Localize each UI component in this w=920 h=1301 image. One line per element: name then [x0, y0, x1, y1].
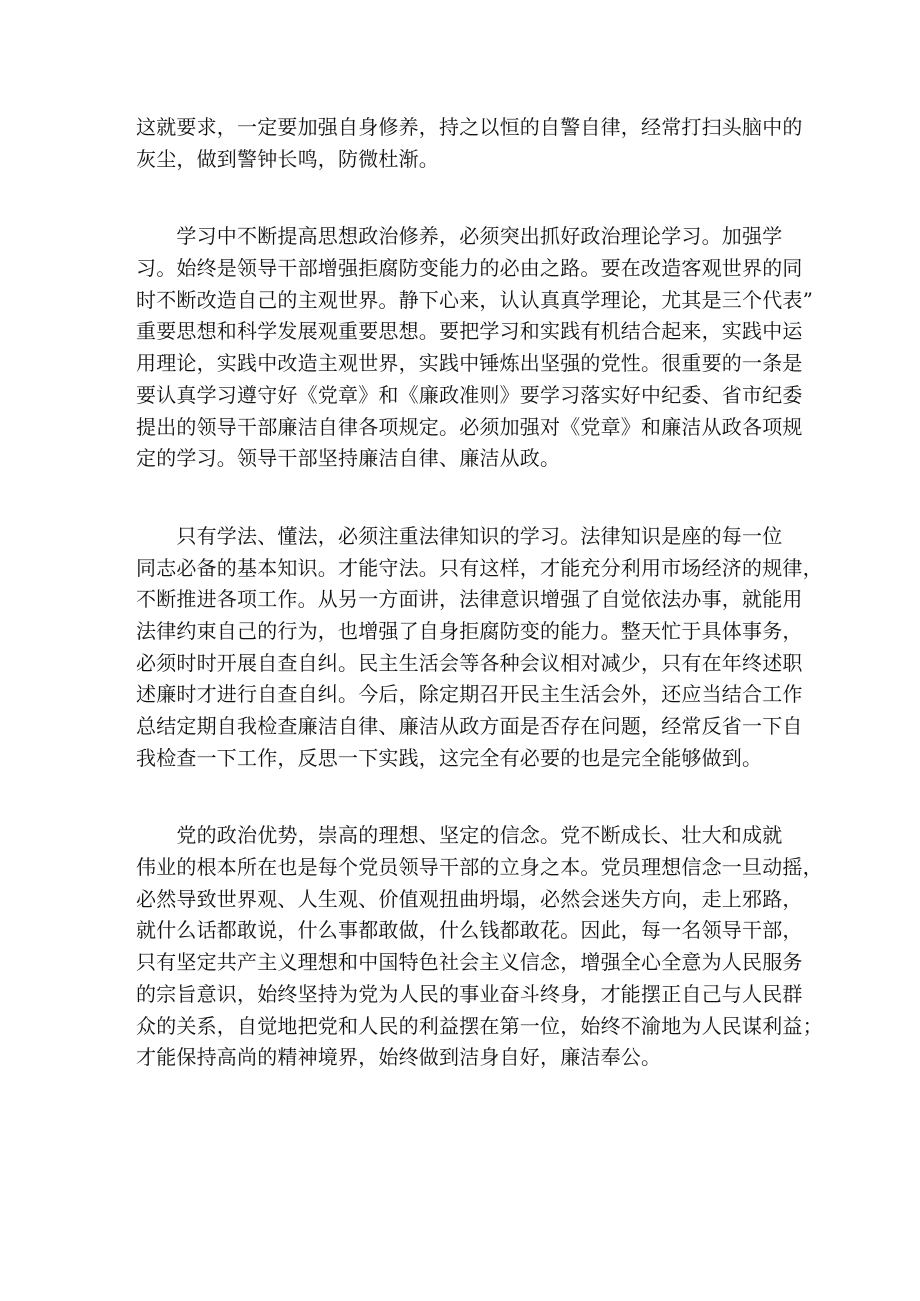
text-line: 我检查一下工作，反思一下实践，这完全有必要的也是完全能够做到。 [136, 745, 763, 770]
text-line: 述廉时才进行自查自纠。今后，除定期召开民主生活会外，还应当结合工作 [136, 682, 803, 707]
text-line: 的宗旨意识，始终坚持为党为人民的事业奋斗终身，才能摆正自己与人民群 [136, 981, 803, 1006]
text-line: 这就要求，一定要加强自身修养，持之以恒的自警自律，经常打扫头脑中的 [136, 115, 803, 139]
text-line: 不断推进各项工作。从另一方面讲，法律意识增强了自觉依法办事，就能用 [136, 587, 803, 612]
text-line: 才能保持高尚的精神境界，始终做到洁身自好，廉洁奉公。 [136, 1045, 662, 1070]
text-line: 定的学习。领导干部坚持廉洁自律、廉洁从政。 [136, 446, 561, 471]
text-line: 提出的领导干部廉洁自律各项规定。必须加强对《党章》和廉洁从政各项规 [136, 414, 803, 439]
text-line: 必然导致世界观、人生观、价值观扭曲坍塌，必然会迷失方向，走上邪路， [136, 886, 803, 911]
paragraph-spacer [136, 774, 796, 820]
text-line: 党的政治优势，崇高的理想、坚定的信念。党不断成长、壮大和成就 [136, 823, 783, 848]
text-line: 只有学法、懂法，必须注重法律知识的学习。法律知识是座的每一位 [136, 523, 783, 548]
paragraph-1 [136, 112, 803, 175]
text-line: 伟业的根本所在也是每个党员领导干部的立身之本。党员理想信念一旦动摇， [136, 855, 823, 880]
text-line: 法律约束自己的行为，也增强了自身拒腐防变的能力。整天忙于具体事务， [136, 618, 803, 643]
text-line: 用理论，实践中改造主观世界，实践中锤炼出坚强的党性。很重要的一条是 [136, 351, 803, 376]
text-line: 重要思想和科学发展观重要思想。要把学习和实践有机结合起来，实践中运 [136, 319, 803, 344]
paragraph-4 [136, 820, 823, 1074]
text-line: 习。始终是领导干部增强拒腐防变能力的必由之路。要在改造客观世界的同 [136, 256, 803, 281]
text-line: 时不断改造自己的主观世界。静下心来，认认真真学理论，尤其是三个代表” [136, 287, 814, 312]
text-line: 灰尘，做到警钟长鸣，防微杜渐。 [136, 146, 439, 171]
paragraph-3 [136, 521, 823, 775]
text-line: 众的关系，自觉地把党和人民的利益摆在第一位，始终不渝地为人民谋利益； [136, 1013, 823, 1038]
paragraph-2 [136, 221, 814, 475]
text-line: 总结定期自我检查廉洁自律、廉洁从政方面是否存在问题，经常反省一下自 [136, 714, 803, 738]
document-body [136, 112, 823, 1074]
paragraph-spacer [136, 475, 796, 521]
text-line: 同志必备的基本知识。才能守法。只有这样，才能充分利用市场经济的规律， [136, 555, 823, 580]
paragraph-spacer [136, 175, 796, 221]
text-line: 就什么话都敢说，什么事都敢做，什么钱都敢花。因此，每一名领导干部， [136, 918, 803, 943]
text-line: 要认真学习遵守好《党章》和《廉政准则》要学习落实好中纪委、省市纪委 [136, 382, 803, 407]
text-line: 必须时时开展自查自纠。民主生活会等各种会议相对减少，只有在年终述职 [136, 650, 803, 675]
text-line: 学习中不断提高思想政治修养，必须突出抓好政治理论学习。加强学 [136, 224, 783, 249]
text-line: 只有坚定共产主义理想和中国特色社会主义信念，增强全心全意为人民服务 [136, 950, 803, 975]
